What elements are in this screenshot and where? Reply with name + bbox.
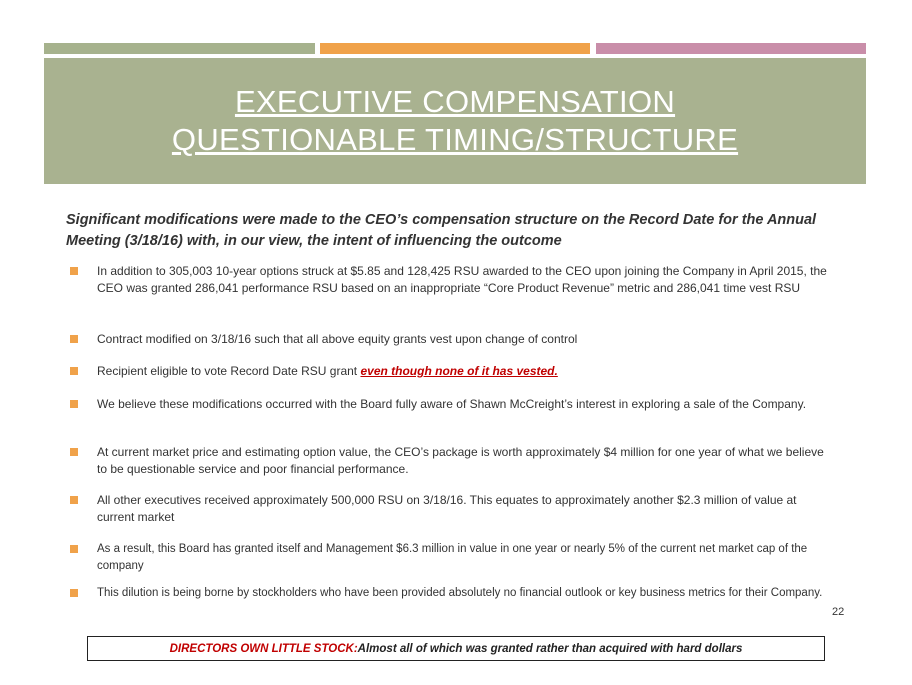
bullet-square-icon: [70, 367, 78, 375]
page-title-line-1: EXECUTIVE COMPENSATION: [234, 84, 676, 119]
footer-callout-box: [87, 636, 825, 661]
bullet-text: In addition to 305,003 10-year options struck at $5.85 and 128,425 RSU awarded to the CEO upon joining the Company in April 2015, the CEO was granted 286,041 performance RSU based on an inappropriate “Core Product Revenue” metric and 286,041 time vest RSU: [97, 264, 827, 295]
page-number: 22: [832, 606, 845, 618]
bullet-square-icon: [70, 267, 78, 275]
bullet-emphasis: even though none of it has vested.: [360, 364, 558, 378]
bullet-square-icon: [70, 589, 78, 597]
page-title-line-2: QUESTIONABLE TIMING/STRUCTURE: [171, 122, 739, 157]
bullet-text: Contract modified on 3/18/16 such that all above equity grants vest upon change of control: [97, 332, 578, 346]
bullet-square-icon: [70, 400, 78, 408]
subtitle: Significant modifications were made to the CEO’s compensation structure on the Record Date for the Annual Meeting (3/18/16) with, in our view, the intent of influencing the outcome: [66, 212, 817, 249]
bullet-text: As a result, this Board has granted itself and Management $6.3 million in value in one year or nearly 5% of the current net market cap of the company: [97, 543, 808, 572]
header-stripe-green: [44, 43, 315, 54]
header-stripe-orange: [320, 43, 590, 54]
footer-black-text: Almost all of which was granted rather than acquired with hard dollars: [357, 642, 743, 655]
bullet-square-icon: [70, 448, 78, 456]
header-stripe-pink: [596, 43, 866, 54]
title-band: [44, 58, 866, 184]
bullet-text: At current market price and estimating option value, the CEO’s package is worth approximately $4 million for one year of what we believe to be questionable service and poor financial performance.: [97, 445, 824, 476]
bullet-text: We believe these modifications occurred with the Board fully aware of Shawn McCreight’s interest in exploring a sale of the Company.: [97, 397, 807, 411]
bullet-square-icon: [70, 496, 78, 504]
bullet-square-icon: [70, 545, 78, 553]
bullet-square-icon: [70, 335, 78, 343]
footer-red-text: DIRECTORS OWN LITTLE STOCK:: [169, 642, 358, 655]
bullet-text: This dilution is being borne by stockholders who have been provided absolutely no financial outlook or key business metrics for their Company.: [97, 587, 823, 599]
bullet-text: Recipient eligible to vote Record Date RSU grant: [97, 364, 361, 378]
bullet-text: All other executives received approximately 500,000 RSU on 3/18/16. This equates to approximately another $2.3 million of value at current market: [97, 493, 797, 524]
bullet-text-container: [97, 363, 837, 380]
